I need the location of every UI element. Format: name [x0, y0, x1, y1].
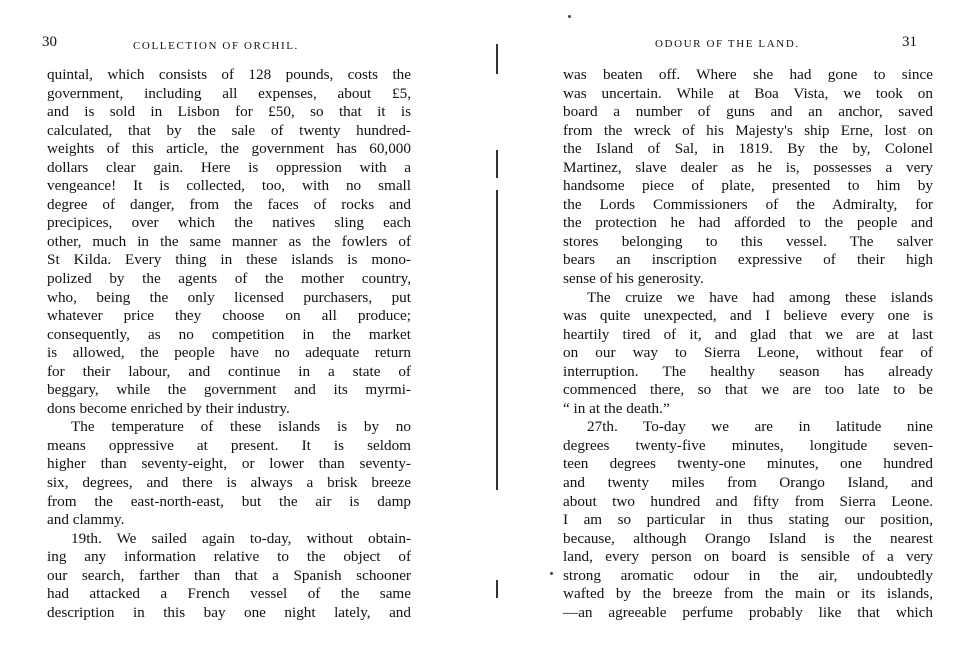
text-line: interruption. The healthy season has already	[563, 362, 933, 380]
text-line: ing any information relative to the object of	[47, 548, 411, 566]
right-page	[490, 0, 980, 663]
right-body-text	[563, 66, 933, 622]
text-line: teen degrees twenty-one minutes, one hundred	[563, 455, 933, 473]
text-line: weights of this article, the government has 60,000	[47, 140, 411, 158]
text-line: from the wreck of his Majesty's ship Erne, lost on	[563, 121, 933, 139]
right-page-number: 31	[902, 34, 917, 50]
text-line: sense of his generosity.	[563, 270, 704, 288]
text-line: precipices, over which the natives sling each	[47, 214, 411, 232]
right-running-title: ODOUR OF THE LAND.	[655, 38, 800, 50]
text-line: for their labour, and continue in a state of	[47, 362, 411, 380]
text-line: and is sold in Lisbon for £50, so that it is	[47, 103, 411, 121]
text-line: heartily tired of it, and glad that we are at last	[563, 325, 933, 343]
left-running-title: COLLECTION OF ORCHIL.	[133, 40, 299, 52]
text-line: 19th. We sailed again to-day, without obtain-	[71, 529, 411, 547]
text-line: land, every person on board is sensible of a very	[563, 548, 933, 566]
text-line: about two hundred and fifty from Sierra Leone.	[563, 492, 933, 510]
text-line: handsome piece of plate, presented to him by	[563, 177, 933, 195]
text-line: 27th. To-day we are in latitude nine	[587, 418, 933, 436]
text-line: Martinez, slave dealer as he is, possesses a very	[563, 158, 933, 176]
text-line: because, although Orango Island is the nearest	[563, 529, 933, 547]
text-line: calculated, that by the sale of twenty hundred-	[47, 121, 411, 139]
text-line: the protection he had afforded to the people and	[563, 214, 933, 232]
text-line: vengeance! It is collected, too, with no small	[47, 177, 411, 195]
text-line: degrees twenty-five minutes, longitude seven-	[563, 436, 933, 454]
text-line: board a number of guns and an anchor, saved	[563, 103, 933, 121]
text-line: wafted by the breeze from the main or its islands,	[563, 585, 933, 603]
text-line: the Island of Sal, in 1819. By the by, Colonel	[563, 140, 933, 158]
text-line: polized by the agents of the mother country,	[47, 270, 411, 288]
text-line: government, including all expenses, about £5,	[47, 84, 411, 102]
text-line: higher than seventy-eight, or lower than seventy-	[47, 455, 411, 473]
text-line: on our way to Sierra Leone, without fear of	[563, 344, 933, 362]
text-line: degree of danger, from the faces of rocks and	[47, 195, 411, 213]
text-line: was beaten off. Where she had gone to since	[563, 66, 933, 83]
text-line: beggary, while the government and its myrmi-	[47, 381, 411, 399]
text-line: bears an inscription expressive of their high	[563, 251, 933, 269]
text-line: was uncertain. While at Boa Vista, we took on	[563, 84, 933, 102]
text-line: I am so particular in thus stating our position,	[563, 511, 933, 529]
text-line: dons become enriched by their industry.	[47, 399, 290, 417]
text-line: means oppressive at present. It is seldom	[47, 436, 411, 454]
left-running-head	[0, 36, 490, 56]
text-line: our search, farther than that a Spanish schooner	[47, 566, 411, 584]
text-line: commenced there, so that we are too late to be	[563, 381, 933, 399]
text-line: and clammy.	[47, 511, 125, 529]
text-line: strong aromatic odour in the air, undoubtedly	[563, 566, 933, 584]
text-line: was quite unexpected, and I believe every one is	[563, 307, 933, 325]
text-line: whatever price they choose on all produce;	[47, 307, 411, 325]
text-line: other, much in the same manner as the fowlers of	[47, 232, 411, 250]
text-line: St Kilda. Every thing in these islands is mono-	[47, 251, 411, 269]
right-running-head	[490, 36, 980, 56]
text-line: had attacked a French vessel of the same	[47, 585, 411, 603]
text-line: from the east-north-east, but the air is damp	[47, 492, 411, 510]
left-page-number: 30	[42, 34, 57, 50]
text-line: consequently, as no competition in the market	[47, 325, 411, 343]
text-line: The temperature of these islands is by no	[71, 418, 411, 436]
text-line: who, being the only licensed purchasers, put	[47, 288, 411, 306]
text-line: quintal, which consists of 128 pounds, costs the	[47, 66, 411, 83]
text-line: is allowed, the people have no adequate return	[47, 344, 411, 362]
text-line: “ in at the death.”	[563, 399, 670, 417]
text-line: the Lords Commissioners of the Admiralty, for	[563, 195, 933, 213]
left-body-text	[47, 66, 411, 622]
text-line: six, degrees, and there is always a brisk breeze	[47, 474, 411, 492]
text-line: stores belonging to this vessel. The salver	[563, 232, 933, 250]
text-line: The cruize we have had among these islands	[587, 288, 933, 306]
text-line: —an agreeable perfume probably like that which	[563, 603, 933, 621]
text-line: dollars clear gain. Here is oppression with a	[47, 158, 411, 176]
text-line: description in this bay one night lately, and	[47, 603, 411, 621]
text-line: and twenty miles from Orango Island, and	[563, 474, 933, 492]
